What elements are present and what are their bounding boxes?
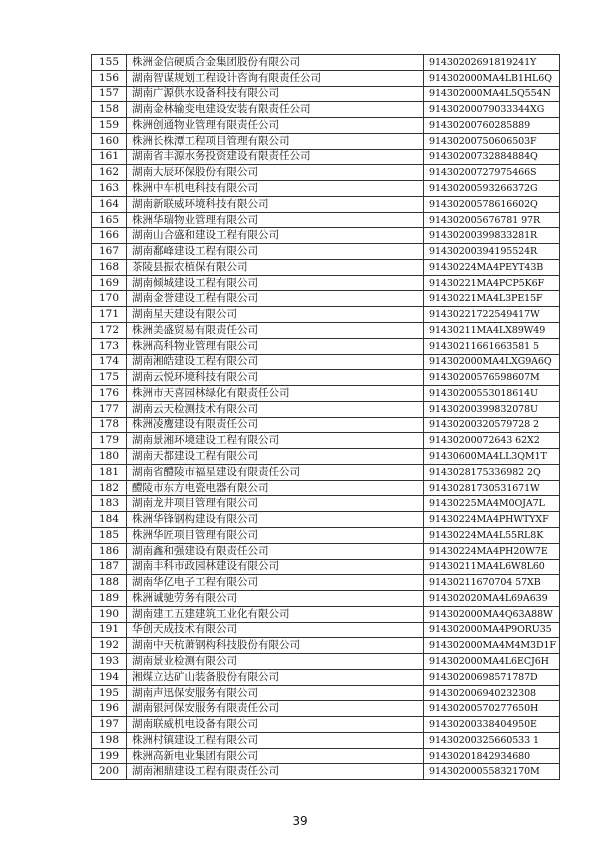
row-number-cell: 155 xyxy=(92,55,127,71)
row-number-cell: 159 xyxy=(92,118,127,134)
credit-code-cell: 91430211MA4L6W8L60 xyxy=(424,559,560,575)
table-row xyxy=(92,165,560,181)
company-name-cell: 湘煤立达矿山装备股份有限公司 xyxy=(127,669,424,685)
credit-code-cell: 91430200394195524R xyxy=(424,244,560,260)
credit-code-cell: 91430200079033344XG xyxy=(424,102,560,118)
company-name-cell: 湖南天都建设工程有限公司 xyxy=(127,449,424,465)
credit-code-cell: 91430225MA4M0OJA7L xyxy=(424,496,560,512)
credit-code-cell: 91430200055832170M xyxy=(424,764,560,780)
row-number-cell: 164 xyxy=(92,196,127,212)
credit-code-cell: 9143028175336982 2Q xyxy=(424,464,560,480)
table-row xyxy=(92,212,560,228)
company-name-cell: 湖南大辰环保股份有限公司 xyxy=(127,165,424,181)
page-number: 39 xyxy=(292,814,308,828)
row-number-cell: 160 xyxy=(92,133,127,149)
company-name-cell: 湖南湘皓建设工程有限公司 xyxy=(127,354,424,370)
company-name-cell: 湖南山合盛和建设工程有限公司 xyxy=(127,228,424,244)
table-row xyxy=(92,354,560,370)
company-name-cell: 湖南景湘环境建设工程有限公司 xyxy=(127,433,424,449)
credit-code-cell: 91430200760285889 xyxy=(424,118,560,134)
credit-code-cell: 91430211670704 57XB xyxy=(424,575,560,591)
table-row xyxy=(92,591,560,607)
credit-code-cell: 91430201842934680 xyxy=(424,748,560,764)
table-row xyxy=(92,512,560,528)
credit-code-cell: 91430200593266372G xyxy=(424,181,560,197)
credit-code-cell: 91430200072643 62X2 xyxy=(424,433,560,449)
company-name-cell: 株洲市天喜园林绿化有限责任公司 xyxy=(127,386,424,402)
credit-code-cell: 91430200325660533 1 xyxy=(424,732,560,748)
table-row xyxy=(92,244,560,260)
table-row xyxy=(92,638,560,654)
table-row xyxy=(92,118,560,134)
row-number-cell: 171 xyxy=(92,307,127,323)
row-number-cell: 199 xyxy=(92,748,127,764)
company-name-cell: 湖南联威机电设备有限公司 xyxy=(127,717,424,733)
company-name-cell: 湖南龙井项目管理有限公司 xyxy=(127,496,424,512)
credit-code-cell: 91430281730531671W xyxy=(424,480,560,496)
table-row xyxy=(92,181,560,197)
company-name-cell: 茶陵县振农植保有限公司 xyxy=(127,259,424,275)
row-number-cell: 173 xyxy=(92,338,127,354)
row-number-cell: 162 xyxy=(92,165,127,181)
company-name-cell: 湖南金誉建设工程有限公司 xyxy=(127,291,424,307)
company-name-cell: 湖南丰科市政园林建设有限公司 xyxy=(127,559,424,575)
row-number-cell: 195 xyxy=(92,685,127,701)
company-name-cell: 株洲中车机电科技有限公司 xyxy=(127,181,424,197)
row-number-cell: 196 xyxy=(92,701,127,717)
company-name-cell: 株洲村镇建设工程有限公司 xyxy=(127,732,424,748)
company-name-cell: 湖南金林输变电建设安装有限责任公司 xyxy=(127,102,424,118)
row-number-cell: 165 xyxy=(92,212,127,228)
company-name-cell: 湖南声迅保安服务有限公司 xyxy=(127,685,424,701)
credit-code-cell: 91430200338404950E xyxy=(424,717,560,733)
credit-code-cell: 914302000MA4LB1HL6Q xyxy=(424,70,560,86)
row-number-cell: 163 xyxy=(92,181,127,197)
credit-code-cell: 91430202691819241Y xyxy=(424,55,560,71)
row-number-cell: 182 xyxy=(92,480,127,496)
company-name-cell: 湖南云天检测技术有限公司 xyxy=(127,401,424,417)
table-row xyxy=(92,370,560,386)
credit-code-cell: 91430211MA4LX89W49 xyxy=(424,323,560,339)
company-name-cell: 醴陵市东方电瓷电器有限公司 xyxy=(127,480,424,496)
row-number-cell: 156 xyxy=(92,70,127,86)
row-number-cell: 169 xyxy=(92,275,127,291)
table-row xyxy=(92,606,560,622)
row-number-cell: 167 xyxy=(92,244,127,260)
credit-code-cell: 91430200698571787D xyxy=(424,669,560,685)
row-number-cell: 180 xyxy=(92,449,127,465)
table-row xyxy=(92,307,560,323)
table-row xyxy=(92,102,560,118)
credit-code-cell: 91430211661663581 5 xyxy=(424,338,560,354)
table-row xyxy=(92,133,560,149)
company-name-cell: 株洲长株潭工程项目管理有限公司 xyxy=(127,133,424,149)
credit-code-cell: 91430200570277650H xyxy=(424,701,560,717)
credit-code-cell: 91430600MA4LL3QM1T xyxy=(424,449,560,465)
credit-code-cell: 91430224MA4PH20W7E xyxy=(424,543,560,559)
credit-code-cell: 914302000MA4L5Q554N xyxy=(424,86,560,102)
credit-code-cell: 91430224MA4PEYT43B xyxy=(424,259,560,275)
table-row xyxy=(92,464,560,480)
company-name-cell: 株洲凌鹰建设有限责任公司 xyxy=(127,417,424,433)
credit-code-cell: 91430200750606503F xyxy=(424,133,560,149)
row-number-cell: 174 xyxy=(92,354,127,370)
table-row xyxy=(92,55,560,71)
row-number-cell: 193 xyxy=(92,654,127,670)
company-name-cell: 株洲金信硬质合金集团股份有限公司 xyxy=(127,55,424,71)
row-number-cell: 191 xyxy=(92,622,127,638)
row-number-cell: 170 xyxy=(92,291,127,307)
registry-table-body xyxy=(92,55,560,780)
row-number-cell: 172 xyxy=(92,323,127,339)
table-row xyxy=(92,149,560,165)
company-name-cell: 株洲创通物业管理有限责任公司 xyxy=(127,118,424,134)
row-number-cell: 168 xyxy=(92,259,127,275)
company-name-cell: 株洲诚驰劳务有限公司 xyxy=(127,591,424,607)
company-name-cell: 湖南鑫和强建设有限责任公司 xyxy=(127,543,424,559)
table-row xyxy=(92,748,560,764)
row-number-cell: 189 xyxy=(92,591,127,607)
table-row xyxy=(92,527,560,543)
row-number-cell: 183 xyxy=(92,496,127,512)
row-number-cell: 179 xyxy=(92,433,127,449)
table-row xyxy=(92,433,560,449)
table-row xyxy=(92,480,560,496)
row-number-cell: 194 xyxy=(92,669,127,685)
table-row xyxy=(92,701,560,717)
credit-code-cell: 914302000MA4LXG9A6Q xyxy=(424,354,560,370)
row-number-cell: 161 xyxy=(92,149,127,165)
credit-code-cell: 914302005676781 97R xyxy=(424,212,560,228)
company-name-cell: 湖南省丰源水务投资建设有限责任公司 xyxy=(127,149,424,165)
table-row xyxy=(92,228,560,244)
company-name-cell: 湖南银河保安服务有限责任公司 xyxy=(127,701,424,717)
credit-code-cell: 91430224MA4L55RL8K xyxy=(424,527,560,543)
table-row xyxy=(92,86,560,102)
company-name-cell: 湖南华亿电子工程有限公司 xyxy=(127,575,424,591)
table-row xyxy=(92,196,560,212)
credit-code-cell: 91430221MA4PCP5K6F xyxy=(424,275,560,291)
table-row xyxy=(92,496,560,512)
company-name-cell: 湖南智谋规划工程设计咨询有限责任公司 xyxy=(127,70,424,86)
company-name-cell: 湖南广源供水设备科技有限公司 xyxy=(127,86,424,102)
table-row xyxy=(92,401,560,417)
row-number-cell: 185 xyxy=(92,527,127,543)
company-name-cell: 湖南新联威环境科技有限公司 xyxy=(127,196,424,212)
credit-code-cell: 91430200578616602Q xyxy=(424,196,560,212)
company-registry-table xyxy=(91,54,560,780)
company-name-cell: 株洲华瑞物业管理有限公司 xyxy=(127,212,424,228)
credit-code-cell: 91430200553018614U xyxy=(424,386,560,402)
row-number-cell: 157 xyxy=(92,86,127,102)
credit-code-cell: 914302020MA4L69A639 xyxy=(424,591,560,607)
row-number-cell: 187 xyxy=(92,559,127,575)
company-name-cell: 湖南鄱峰建设工程有限公司 xyxy=(127,244,424,260)
row-number-cell: 190 xyxy=(92,606,127,622)
credit-code-cell: 91430200576598607M xyxy=(424,370,560,386)
table-row xyxy=(92,654,560,670)
credit-code-cell: 914302000MA4Q63A88W xyxy=(424,606,560,622)
table-row xyxy=(92,323,560,339)
company-name-cell: 湖南云悦环境科技有限公司 xyxy=(127,370,424,386)
company-name-cell: 株洲华锋钢构建设有限公司 xyxy=(127,512,424,528)
credit-code-cell: 91430221722549417W xyxy=(424,307,560,323)
row-number-cell: 181 xyxy=(92,464,127,480)
table-row xyxy=(92,275,560,291)
table-row xyxy=(92,717,560,733)
row-number-cell: 175 xyxy=(92,370,127,386)
table-row xyxy=(92,559,560,575)
credit-code-cell: 91430221MA4L3PE15F xyxy=(424,291,560,307)
company-name-cell: 湖南中天杭萧钢构科技股份有限公司 xyxy=(127,638,424,654)
table-row xyxy=(92,70,560,86)
table-row xyxy=(92,764,560,780)
company-name-cell: 湖南湘鼎建设工程有限责任公司 xyxy=(127,764,424,780)
credit-code-cell: 91430200399832078U xyxy=(424,401,560,417)
credit-code-cell: 914302006940232308 xyxy=(424,685,560,701)
company-name-cell: 湖南省醴陵市福星建设有限责任公司 xyxy=(127,464,424,480)
row-number-cell: 188 xyxy=(92,575,127,591)
table-row xyxy=(92,449,560,465)
credit-code-cell: 914302000MA4P9ORU35 xyxy=(424,622,560,638)
row-number-cell: 200 xyxy=(92,764,127,780)
company-name-cell: 株洲美盛贸易有限责任公司 xyxy=(127,323,424,339)
row-number-cell: 177 xyxy=(92,401,127,417)
table-row xyxy=(92,291,560,307)
table-row xyxy=(92,417,560,433)
company-name-cell: 株洲华匠项目管理有限公司 xyxy=(127,527,424,543)
row-number-cell: 186 xyxy=(92,543,127,559)
company-name-cell: 湖南建工五建建筑工业化有限公司 xyxy=(127,606,424,622)
company-name-cell: 湖南倾城建设工程有限公司 xyxy=(127,275,424,291)
row-number-cell: 197 xyxy=(92,717,127,733)
company-name-cell: 华创天成技术有限公司 xyxy=(127,622,424,638)
table-row xyxy=(92,669,560,685)
credit-code-cell: 91430200727975466S xyxy=(424,165,560,181)
table-row xyxy=(92,338,560,354)
company-name-cell: 湖南景业检测有限公司 xyxy=(127,654,424,670)
row-number-cell: 178 xyxy=(92,417,127,433)
company-name-cell: 株洲高新电业集团有限公司 xyxy=(127,748,424,764)
table-row xyxy=(92,575,560,591)
table-row xyxy=(92,685,560,701)
table-row xyxy=(92,386,560,402)
row-number-cell: 158 xyxy=(92,102,127,118)
table-row xyxy=(92,732,560,748)
table-row xyxy=(92,622,560,638)
credit-code-cell: 91430200732884884Q xyxy=(424,149,560,165)
company-name-cell: 株洲高科物业管理有限公司 xyxy=(127,338,424,354)
row-number-cell: 184 xyxy=(92,512,127,528)
row-number-cell: 166 xyxy=(92,228,127,244)
credit-code-cell: 91430224MA4PHWTYXF xyxy=(424,512,560,528)
credit-code-cell: 914302000MA4M4M3D1F xyxy=(424,638,560,654)
table-row xyxy=(92,543,560,559)
credit-code-cell: 914302000MA4L6ECJ6H xyxy=(424,654,560,670)
row-number-cell: 192 xyxy=(92,638,127,654)
company-name-cell: 湖南星天建设有限公司 xyxy=(127,307,424,323)
table-row xyxy=(92,259,560,275)
credit-code-cell: 91430200320579728 2 xyxy=(424,417,560,433)
credit-code-cell: 91430200399833281R xyxy=(424,228,560,244)
row-number-cell: 198 xyxy=(92,732,127,748)
row-number-cell: 176 xyxy=(92,386,127,402)
